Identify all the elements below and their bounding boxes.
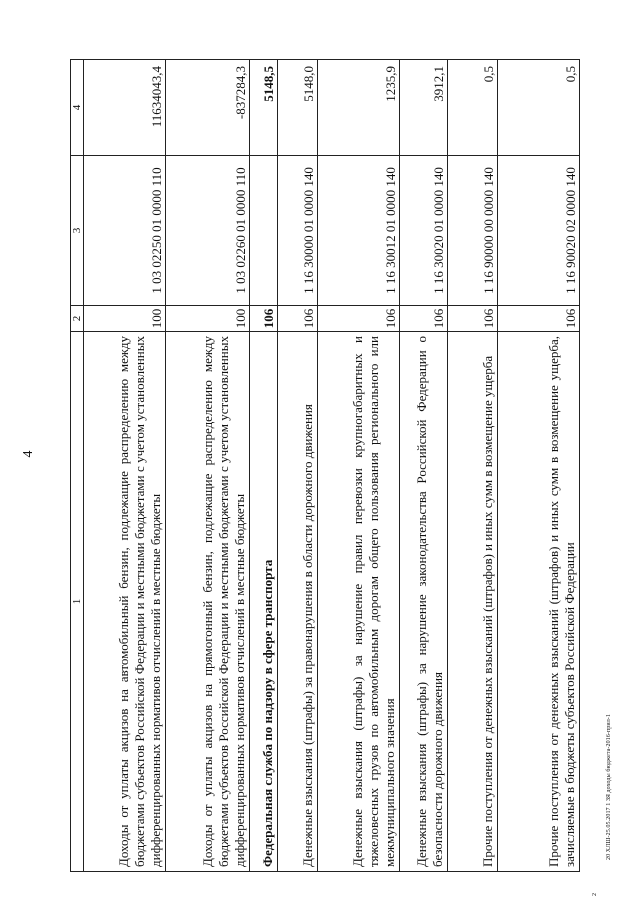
row-admin: 106 [448, 306, 498, 332]
row-amount: 0,5 [448, 60, 498, 156]
row-amount: -837284,3 [166, 60, 250, 156]
table-row [448, 60, 498, 872]
header-col-4: 4 [71, 60, 84, 156]
rotated-table-container [70, 60, 578, 872]
row-name: Денежные взыскания (штрафы) за правонарушения в области дорожного движения [278, 332, 318, 872]
row-name: Федеральная служба по надзору в сфере транспорта [250, 332, 278, 872]
header-col-2: 2 [71, 306, 84, 332]
table-row [498, 60, 580, 872]
table-row [166, 60, 250, 872]
page-number: 4 [21, 450, 36, 458]
row-admin: 106 [318, 306, 400, 332]
table-row [400, 60, 448, 872]
row-admin: 100 [166, 306, 250, 332]
row-amount: 11634043,4 [84, 60, 166, 156]
table-row [250, 60, 278, 872]
table-row [318, 60, 400, 872]
row-admin: 106 [250, 306, 278, 332]
row-name: Доходы от уплаты акцизов на прямогонный бензин, подлежащие распределению между бюджетами субъектов Российской Федерации и местными бюджетами с учетом установленных дифференцированных нормативов отчислений в местные бюджеты [166, 332, 250, 872]
row-code [250, 156, 278, 306]
header-col-1: 1 [71, 332, 84, 872]
row-name: Доходы от уплаты акцизов на автомобильный бензин, подлежащие распределению между бюджетами субъектов Российской Федерации и местными бюджетами с учетом установленных дифференцированных нормативов отчислений в местные бюджеты [84, 332, 166, 872]
row-admin: 100 [84, 306, 166, 332]
row-admin: 106 [498, 306, 580, 332]
row-code: 1 16 30000 01 0000 140 [278, 156, 318, 306]
footer-note: 20 ХЛШ-25.05.2017 1 ЗЯ доходы бюджета-2016-прил-1 [606, 714, 612, 860]
margin-mark: 2 [592, 893, 598, 896]
row-code: 1 03 02250 01 0000 110 [84, 156, 166, 306]
row-amount: 5148,0 [278, 60, 318, 156]
row-code: 1 03 02260 01 0000 110 [166, 156, 250, 306]
header-row [71, 60, 84, 872]
row-name: Прочие поступления от денежных взысканий (штрафов) и иных сумм в возмещение ущерба [448, 332, 498, 872]
row-name: Прочие поступления от денежных взысканий (штрафов) и иных сумм в возмещение ущерба, зачисляемые в бюджеты субъектов Российской Федерации [498, 332, 580, 872]
row-amount: 0,5 [498, 60, 580, 156]
row-code: 1 16 30020 01 0000 140 [400, 156, 448, 306]
row-amount: 1235,9 [318, 60, 400, 156]
row-code: 1 16 90000 00 0000 140 [448, 156, 498, 306]
row-name: Денежные взыскания (штрафы) за нарушение законодательства Российской Федерации о безопасности дорожного движения [400, 332, 448, 872]
row-amount: 5148,5 [250, 60, 278, 156]
row-admin: 106 [278, 306, 318, 332]
table-row [84, 60, 166, 872]
row-amount: 3912,1 [400, 60, 448, 156]
table-row [278, 60, 318, 872]
row-code: 1 16 30012 01 0000 140 [318, 156, 400, 306]
row-name: Денежные взыскания (штрафы) за нарушение правил перевозки крупногабаритных и тяжеловесных грузов по автомобильным дорогам общего пользования регионального или межмуниципального значения [318, 332, 400, 872]
revenue-table [70, 59, 580, 872]
header-col-3: 3 [71, 156, 84, 306]
row-code: 1 16 90020 02 0000 140 [498, 156, 580, 306]
row-admin: 106 [400, 306, 448, 332]
